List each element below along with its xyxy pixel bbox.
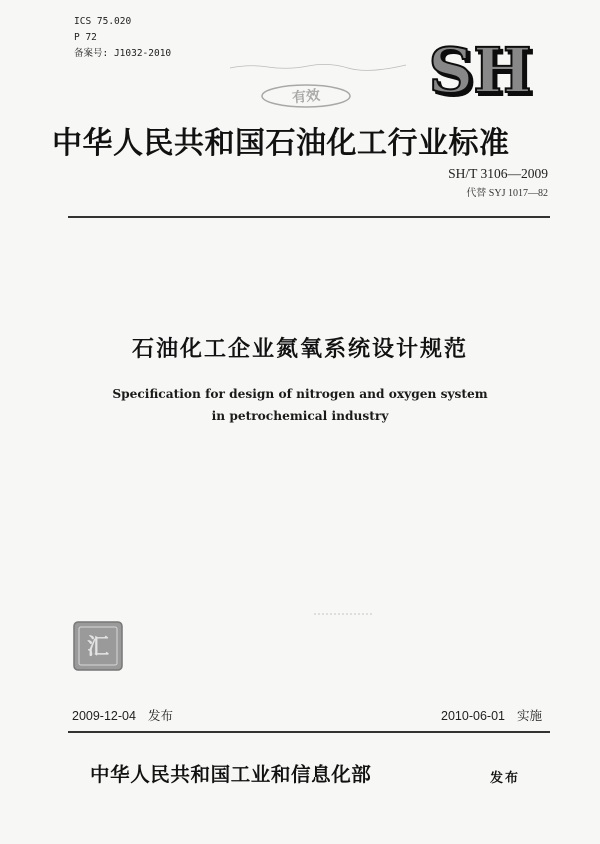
publish-label: 发布 xyxy=(490,771,521,786)
bottom-divider xyxy=(68,731,550,733)
classification-block xyxy=(74,14,171,62)
issue-label: 发布 xyxy=(147,709,173,723)
standard-code-block xyxy=(448,166,548,199)
english-title-line-2: in petrochemical industry xyxy=(211,409,389,423)
replaces-code: 代替 SYJ 1017—82 xyxy=(466,188,548,199)
ics-code: ICS 75.020 xyxy=(74,16,132,27)
english-title-line-1: Specification for design of nitrogen and oxygen system xyxy=(112,387,488,401)
ccs-code: P 72 xyxy=(74,32,97,43)
seal-stamp-icon xyxy=(72,620,124,672)
issuing-ministry: 中华人民共和国工业和信息化部 xyxy=(90,763,372,786)
implementation-date-block xyxy=(441,706,542,724)
document-title-english xyxy=(0,383,600,427)
implementation-date: 2010-06-01 xyxy=(441,709,505,723)
pencil-scribble xyxy=(228,62,408,72)
seal-stamp-text: 汇 xyxy=(86,635,110,660)
issue-date-block xyxy=(72,706,173,724)
standard-code: SH/T 3106—2009 xyxy=(448,166,548,181)
valid-stamp-text: 有效 xyxy=(291,87,321,107)
faint-dash-mark xyxy=(314,612,372,616)
issue-date: 2009-12-04 xyxy=(72,709,136,723)
valid-stamp-icon xyxy=(258,82,354,110)
record-number: 备案号: J1032-2010 xyxy=(74,48,172,59)
implementation-label: 实施 xyxy=(516,709,542,723)
sh-logo xyxy=(418,38,548,104)
document-title-chinese: 石油化工企业氮氧系统设计规范 xyxy=(131,337,468,362)
standard-category-title: 中华人民共和国石油化工行业标准 xyxy=(52,126,510,161)
sh-logo-text: SH xyxy=(428,38,532,104)
top-divider xyxy=(68,216,550,218)
